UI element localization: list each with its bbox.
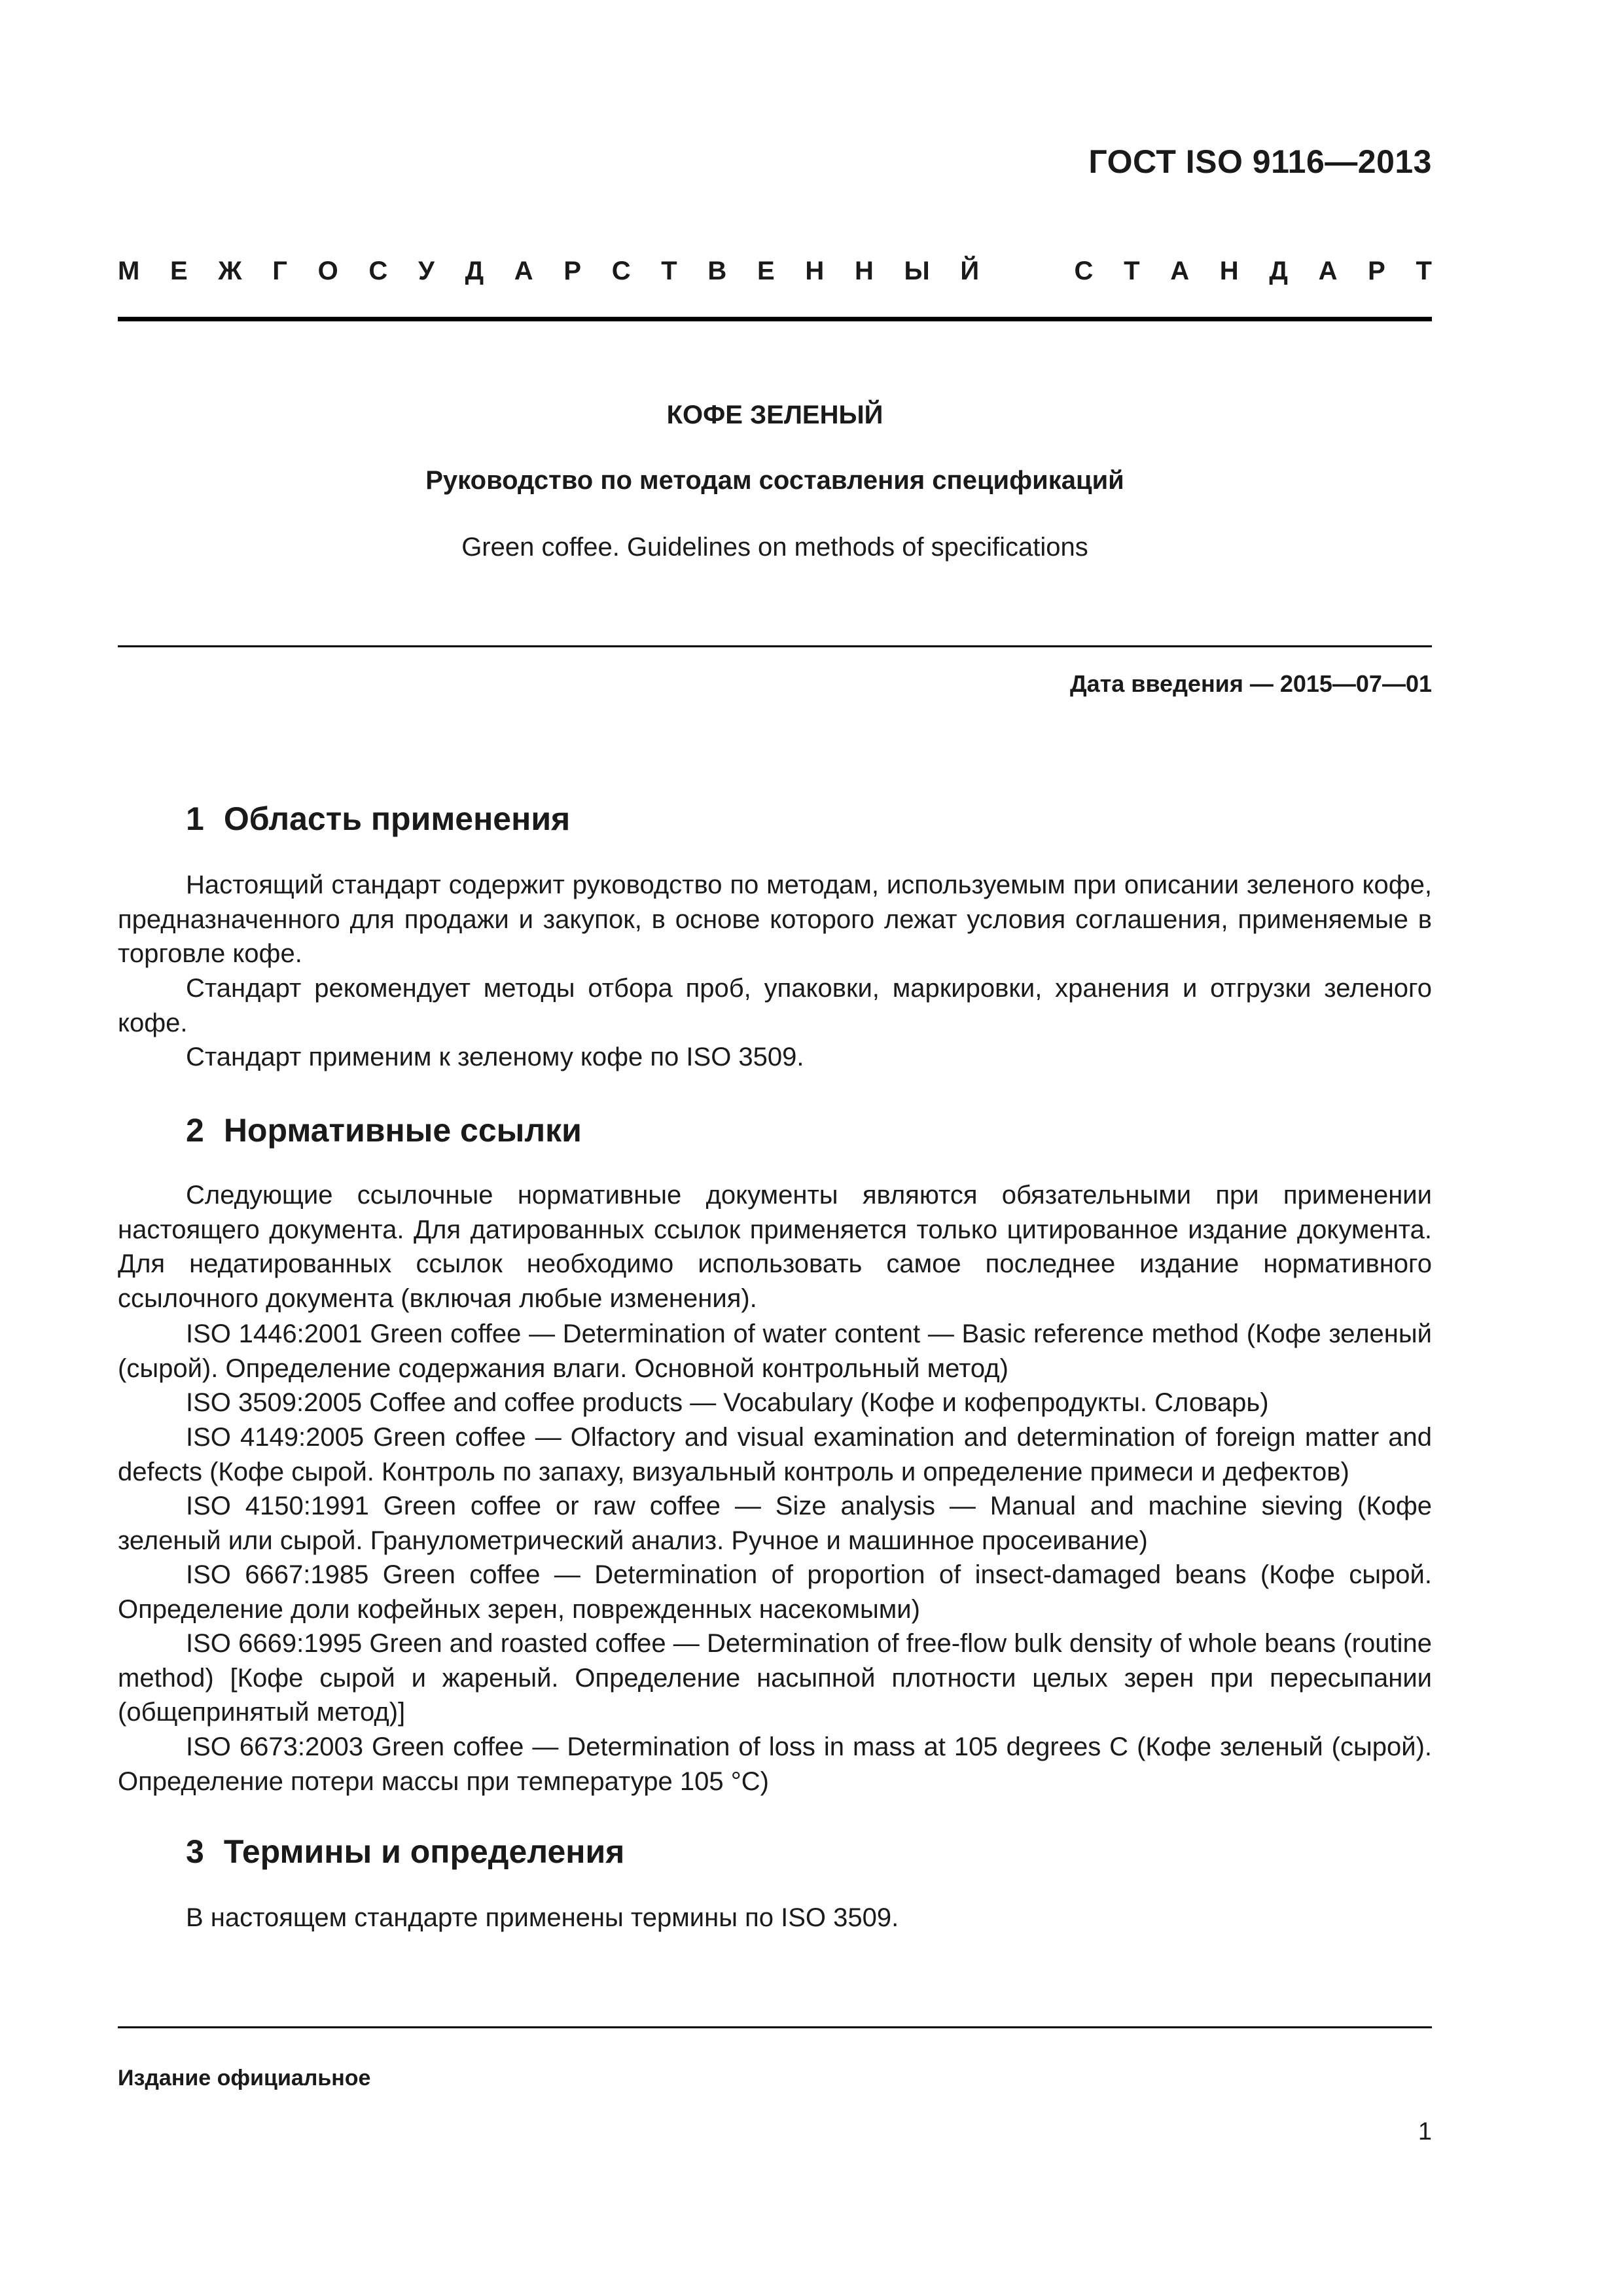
standard-type-letter: Р — [563, 257, 582, 285]
reference-entry: ISO 4149:2005 Green coffee — Olfactory and visual examination and determination of foreign matter and defects (Кофе сырой. Контроль по запаху, визуальный контроль и определение примеси и дефектов) — [118, 1423, 1432, 1486]
paragraph: В настоящем стандарте применены термины по ISO 3509. — [186, 1903, 899, 1932]
standard-type-letter: Д — [1269, 257, 1288, 285]
standard-type-letter: О — [317, 257, 338, 285]
footer-divider — [118, 2026, 1432, 2028]
standard-type-letter: Т — [1124, 257, 1140, 285]
reference-entry: ISO 6667:1985 Green coffee — Determination of proportion of insect-damaged beans (Кофе сырой. Определение доли кофейных зерен, поврежденных насекомыми) — [118, 1560, 1432, 1624]
standard-type-letter: С — [1074, 257, 1094, 285]
standard-type-letter: У — [418, 257, 435, 285]
standard-type-letter: Е — [170, 257, 188, 285]
title-divider — [118, 645, 1432, 647]
word-gap — [1010, 257, 1044, 286]
paragraph: Настоящий стандарт содержит руководство по методам, используемым при описании зеленого кофе, предназначенного для продажи и закупок, в основе которого лежат условия соглашения, применяемые в торговле кофе. — [118, 870, 1432, 968]
standard-type-letter: Ы — [904, 257, 930, 285]
paragraph: Стандарт применим к зеленому кофе по ISO 3509. — [186, 1043, 804, 1071]
document-title: КОФЕ ЗЕЛЕНЫЙ — [666, 401, 883, 429]
section-heading-normative-references — [186, 1111, 582, 1149]
standard-type-letter: С — [368, 257, 388, 285]
page-number: 1 — [1418, 2118, 1432, 2145]
section-number: 1 — [186, 800, 204, 837]
section-number: 2 — [186, 1112, 204, 1149]
header-divider — [118, 317, 1432, 321]
standard-type-letter: Р — [1368, 257, 1385, 285]
standard-type-letter: А — [514, 257, 533, 285]
standard-type-letter: Г — [272, 257, 287, 285]
reference-entry: ISO 6673:2003 Green coffee — Determination of loss in mass at 105 degrees C (Кофе зеленый (сырой). Определение потери массы при температуре 105 °С) — [118, 1732, 1432, 1796]
standard-type-letter: А — [1318, 257, 1338, 285]
reference-entry: ISO 1446:2001 Green coffee — Determination of water content — Basic reference method (Кофе зеленый (сырой). Определение содержания влаги. Основной контрольный метод) — [118, 1319, 1432, 1383]
official-edition-label: Издание официальное — [118, 2066, 371, 2090]
standard-type-letter: Н — [854, 257, 874, 285]
standard-type-letter: Т — [661, 257, 677, 285]
standard-type-letter: Ж — [218, 257, 242, 285]
standard-type-letter: М — [118, 257, 140, 285]
section-title: Область применения — [223, 800, 571, 837]
introduction-date: Дата введения — 2015—07—01 — [1069, 670, 1432, 697]
standard-type-letter: А — [1170, 257, 1190, 285]
standard-type-letter: Н — [805, 257, 825, 285]
standard-type-letter: Н — [1219, 257, 1239, 285]
reference-entry: ISO 6669:1995 Green and roasted coffee — Determination of free-flow bulk density of whole beans (routine method) [Кофе сырой и жареный. Определение насыпной плотности целых зерен при пересыпании (общепринятый метод)] — [118, 1629, 1432, 1727]
document-subtitle: Руководство по методам составления спецификаций — [425, 466, 1124, 495]
reference-entry: ISO 4150:1991 Green coffee or raw coffee — Size analysis — Manual and machine sieving (Кофе зеленый или сырой. Гранулометрический анализ. Ручное и машинное просеивание) — [118, 1492, 1432, 1555]
paragraph: Следующие ссылочные нормативные документы являются обязательными при применении настоящего документа. Для датированных ссылок применяется только цитированное издание документа. Для недатированных ссылок необходимо использовать самое последнее издание нормативного ссылочного документа (включая любые изменения). — [118, 1181, 1432, 1313]
section-heading-scope — [186, 800, 570, 838]
standard-type-letter: Т — [1416, 257, 1432, 285]
document-number: ГОСТ ISO 9116—2013 — [1088, 143, 1432, 180]
section-heading-terms — [186, 1833, 624, 1871]
standard-type-letter: В — [707, 257, 727, 285]
reference-entry: ISO 3509:2005 Coffee and coffee products — Vocabulary (Кофе и кофепродукты. Словарь) — [186, 1388, 1269, 1417]
paragraph: Стандарт рекомендует методы отбора проб, упаковки, маркировки, хранения и отгрузки зеленого кофе. — [118, 974, 1432, 1037]
document-title-english: Green coffee. Guidelines on methods of specifications — [461, 533, 1088, 562]
section-number: 3 — [186, 1833, 204, 1870]
standard-type-letter: С — [611, 257, 631, 285]
standard-type-letter: Й — [960, 257, 980, 285]
standard-type-letter: Д — [465, 257, 484, 285]
section-title: Нормативные ссылки — [223, 1112, 582, 1149]
standard-type-letter: Е — [757, 257, 775, 285]
section-title: Термины и определения — [223, 1833, 625, 1870]
standard-type-heading — [118, 257, 1432, 286]
